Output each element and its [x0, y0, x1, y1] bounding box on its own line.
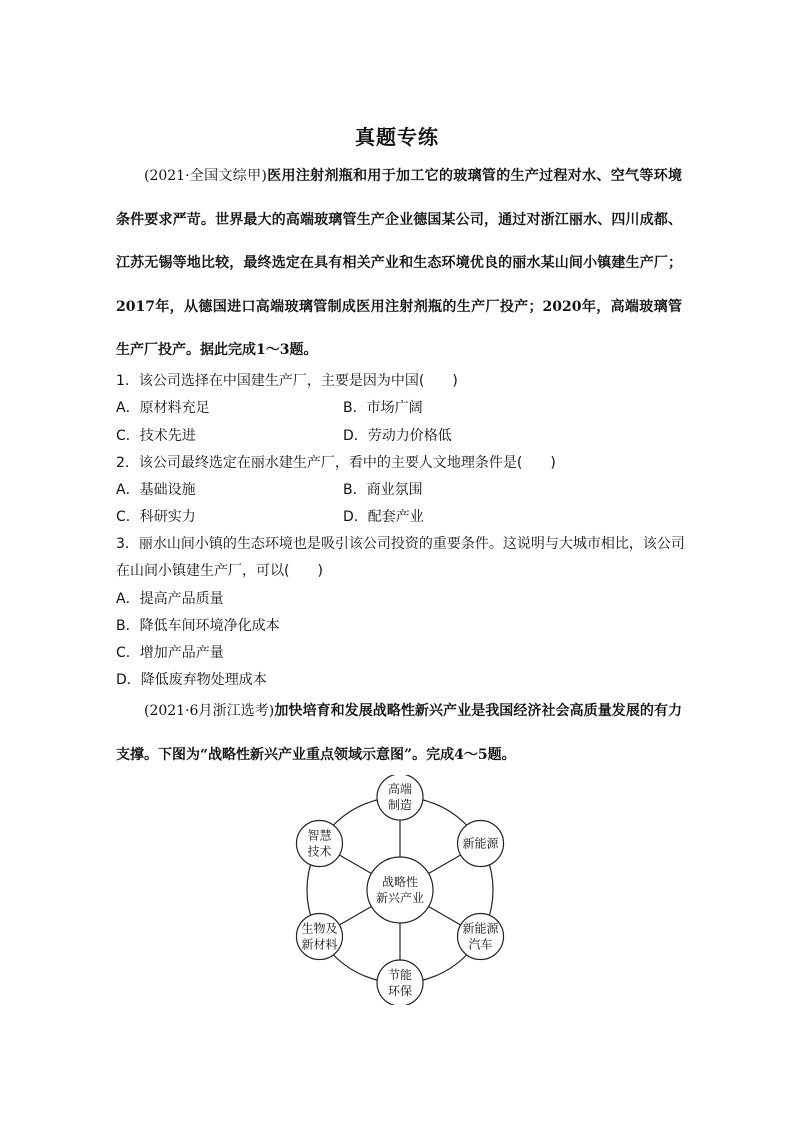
node-label-high-end-manufacturing-1: 高端	[387, 782, 413, 796]
question-3-option-a[interactable]: A．提高产品质量	[116, 591, 224, 607]
question-3-option-d[interactable]: D．降低废弃物处理成本	[116, 672, 267, 688]
node-label-biology-new-materials-2: 新材料	[301, 937, 338, 952]
spoke-smart-technology	[339, 855, 371, 874]
intro-2-source: (2021·6月浙江选考)	[144, 703, 275, 719]
question-1-option-c[interactable]: C．技术先进	[116, 428, 196, 444]
node-label-smart-technology-1: 智慧	[307, 828, 332, 843]
question-2-option-a[interactable]: A．基础设施	[116, 482, 196, 498]
center-node	[367, 857, 433, 923]
question-3-option-b[interactable]: B．降低车间环境净化成本	[116, 618, 280, 634]
node-energy-saving-environmental	[377, 960, 423, 1005]
question-3-stem-line-2: 在山间小镇建生产厂，可以( )	[116, 563, 323, 579]
intro-paragraph-1	[116, 155, 682, 373]
intro-text: 医用注射剂瓶和用于加工它的玻璃管的生产过程对水、空气等环境条件要求严苛。世界最大的高端玻璃管生产企业德国某公司，通过对浙江丽水、四川成都、江苏无锡等地比较，最终选定在具有相关产业和生态环境优良的丽水某山间小镇建生产厂；2017年，从德国进口高端玻璃管制成医用注射剂瓶的生产厂投产；2020年，高端玻璃管生产厂投产。据此完成1～3题。	[116, 168, 682, 358]
node-label-energy-saving-environmental-1: 节能	[387, 968, 413, 982]
strategic-industries-diagram	[280, 775, 520, 1005]
question-3-stem-line-1: 3．丽水山间小镇的生态环境也是吸引该公司投资的重要条件。这说明与大城市相比，该公司	[116, 536, 685, 552]
page-title: 真题专练	[355, 125, 439, 149]
node-label-high-end-manufacturing-2: 制造	[387, 798, 413, 812]
node-smart-technology	[296, 821, 342, 867]
spoke-new-energy	[429, 855, 461, 874]
spoke-biology-new-materials	[339, 907, 371, 926]
question-3-option-c[interactable]: C．增加产品产量	[116, 645, 224, 661]
question-2-stem: 2．该公司最终选定在丽水建生产厂，看中的主要人文地理条件是( )	[116, 455, 556, 471]
center-label-line-1: 战略性	[381, 875, 419, 889]
node-new-energy-vehicles	[458, 914, 504, 960]
question-1-stem: 1．该公司选择在中国建生产厂，主要是因为中国( )	[116, 373, 458, 389]
intro-paragraph-2	[116, 690, 682, 777]
node-label-new-energy-1: 新能源	[462, 836, 499, 851]
question-2-option-d[interactable]: D．配套产业	[343, 509, 424, 525]
node-label-new-energy-vehicles-1: 新能源	[462, 921, 499, 936]
node-label-new-energy-vehicles-2: 汽车	[468, 937, 493, 952]
question-2-option-c[interactable]: C．科研实力	[116, 509, 196, 525]
question-1-option-b[interactable]: B．市场广阔	[343, 400, 423, 416]
intro-2-text: 加快培育和发展战略性新兴产业是我国经济社会高质量发展的有力支撑。下图为“战略性新兴产业重点领域示意图”。完成4～5题。	[116, 703, 683, 763]
question-2-option-b[interactable]: B．商业氛围	[343, 482, 423, 498]
question-1-option-a[interactable]: A．原材料充足	[116, 400, 210, 416]
node-label-smart-technology-2: 技术	[307, 844, 332, 859]
node-label-energy-saving-environmental-2: 环保	[387, 984, 413, 998]
node-label-biology-new-materials-1: 生物及	[301, 921, 338, 936]
spoke-new-energy-vehicles	[429, 907, 461, 926]
intro-source: (2021·全国文综甲)	[144, 168, 267, 184]
center-label-line-2: 新兴产业	[375, 891, 425, 905]
question-1-option-d[interactable]: D．劳动力价格低	[343, 428, 452, 444]
node-biology-new-materials	[296, 914, 342, 960]
